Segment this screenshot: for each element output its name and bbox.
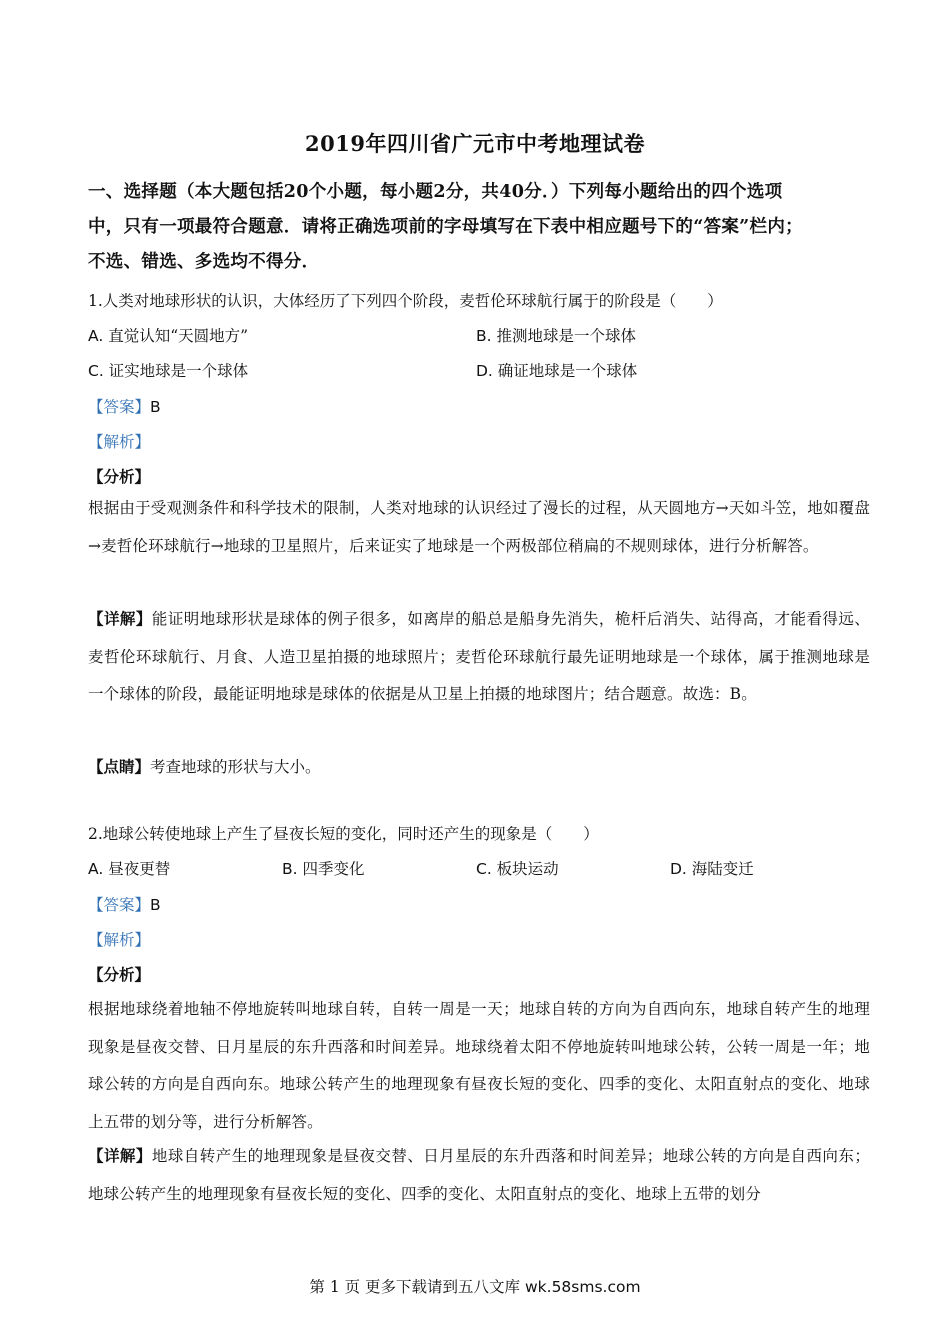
option-text: 证实地球是一个球体 [103,362,249,380]
question-1-answer [88,396,873,418]
detail-text: 地球自转产生的地理现象是昼夜交替、日月星辰的东升西落和时间差异；地球公转的方向是自西向东；地球公转产生的地理现象有昼夜长短的变化、四季的变化、太阳直射点的变化、地球上五带的划分 [88,1147,870,1203]
question-1-analysis: 根据由于受观测条件和科学技术的限制，人类对地球的认识经过了漫长的过程，从天圆地方→天如斗笠，地如覆盘→麦哲伦环球航行→地球的卫星照片，后来证实了地球是一个两极部位稍扁的不规则球体，进行分析解答。 [88,499,870,555]
section-heading [88,175,878,280]
explain-label: 【解析】 [88,931,151,949]
question-2-analysis: 根据地球绕着地轴不停地旋转叫地球自转，自转一周是一天；地球自转的方向为自西向东，地球自转产生的地理现象是昼夜交替、日月星辰的东升西落和时间差异。地球绕着太阳不停地旋转叫地球公转，公转一周是一年；地球公转的方向是自西向东。地球公转产生的地理现象有昼夜长短的变化、四季的变化、太阳直射点的变化、地球上五带的划分等，进行分析解答。 [88,1000,870,1131]
footer-site-link[interactable]: wk.58sms.com [524,1278,641,1296]
option-letter: B. [282,860,298,878]
question-1-option-a [88,325,248,347]
question-2-answer [88,894,873,916]
question-1-explain-label [88,431,873,453]
question-2-option-b [282,858,365,880]
answer-label: 【答案】 [88,896,151,914]
section-heading-line: 不选、错选、多选均不得分． [88,252,320,272]
analysis-label: 【分析】 [88,467,151,486]
question-2-option-c [476,858,559,880]
answer-label: 【答案】 [88,398,151,416]
detail-label: 【详解】 [88,609,152,628]
question-2-detail [88,1137,870,1213]
option-text: 四季变化 [297,860,365,878]
detail-label: 【详解】 [88,1146,152,1165]
option-text: 昼夜更替 [103,860,171,878]
option-letter: A. [88,860,104,878]
question-2-analysis-label [88,964,873,986]
option-letter: C. [88,362,104,380]
question-1-analysis-label [88,466,873,488]
detail-text: 能证明地球形状是球体的例子很多，如离岸的船总是船身先消失，桅杆后消失、站得高，才能看得远、麦哲伦环球航行、月食、人造卫星拍摄的地球照片；麦哲伦环球航行最先证明地球是一个球体，属于推测地球是一个球体的阶段，最能证明地球是球体的依据是从卫星上拍摄的地球图片；结合题意。故选：B。 [88,610,870,703]
question-1-detail [88,600,870,714]
option-letter: C. [476,860,492,878]
option-text: 板块运动 [491,860,559,878]
question-2-option-d [670,858,754,880]
option-text: 推测地球是一个球体 [491,327,636,345]
answer-value: B [150,398,161,416]
question-1-option-b [476,325,636,347]
question-1-option-c [88,360,248,382]
footer-page-text: 第 1 页 更多下载请到五八文库 [309,1278,525,1296]
analysis-label: 【分析】 [88,965,151,984]
option-text: 直觉认知“天圆地方” [103,327,249,345]
question-1-stem: 1.人类对地球形状的认识，大体经历了下列四个阶段，麦哲伦环球航行属于的阶段是（ ） [88,292,723,310]
comment-label: 【点睛】 [88,757,151,776]
option-letter: D. [670,860,687,878]
option-letter: D. [476,362,493,380]
page-title: 2019年四川省广元市中考地理试卷 [305,131,645,156]
option-text: 确证地球是一个球体 [492,362,638,380]
question-1-option-d [476,360,637,382]
section-heading-line: 一、选择题（本大题包括20个小题，每小题2分，共40分．）下列每小题给出的四个选项 [88,182,783,202]
explain-label: 【解析】 [88,433,151,451]
comment-text: 考查地球的形状与大小。 [150,758,321,776]
page-footer [0,1275,950,1297]
answer-value: B [150,896,161,914]
section-heading-line: 中，只有一项最符合题意．请将正确选项前的字母填写在下表中相应题号下的“答案”栏内； [88,217,803,237]
option-letter: A. [88,327,104,345]
question-2-explain-label [88,929,873,951]
option-text: 海陆变迁 [686,860,754,878]
question-2-stem: 2.地球公转使地球上产生了昼夜长短的变化，同时还产生的现象是（ ） [88,825,599,843]
option-letter: B. [476,327,492,345]
question-1-comment [88,756,873,778]
question-2-option-a [88,858,170,880]
